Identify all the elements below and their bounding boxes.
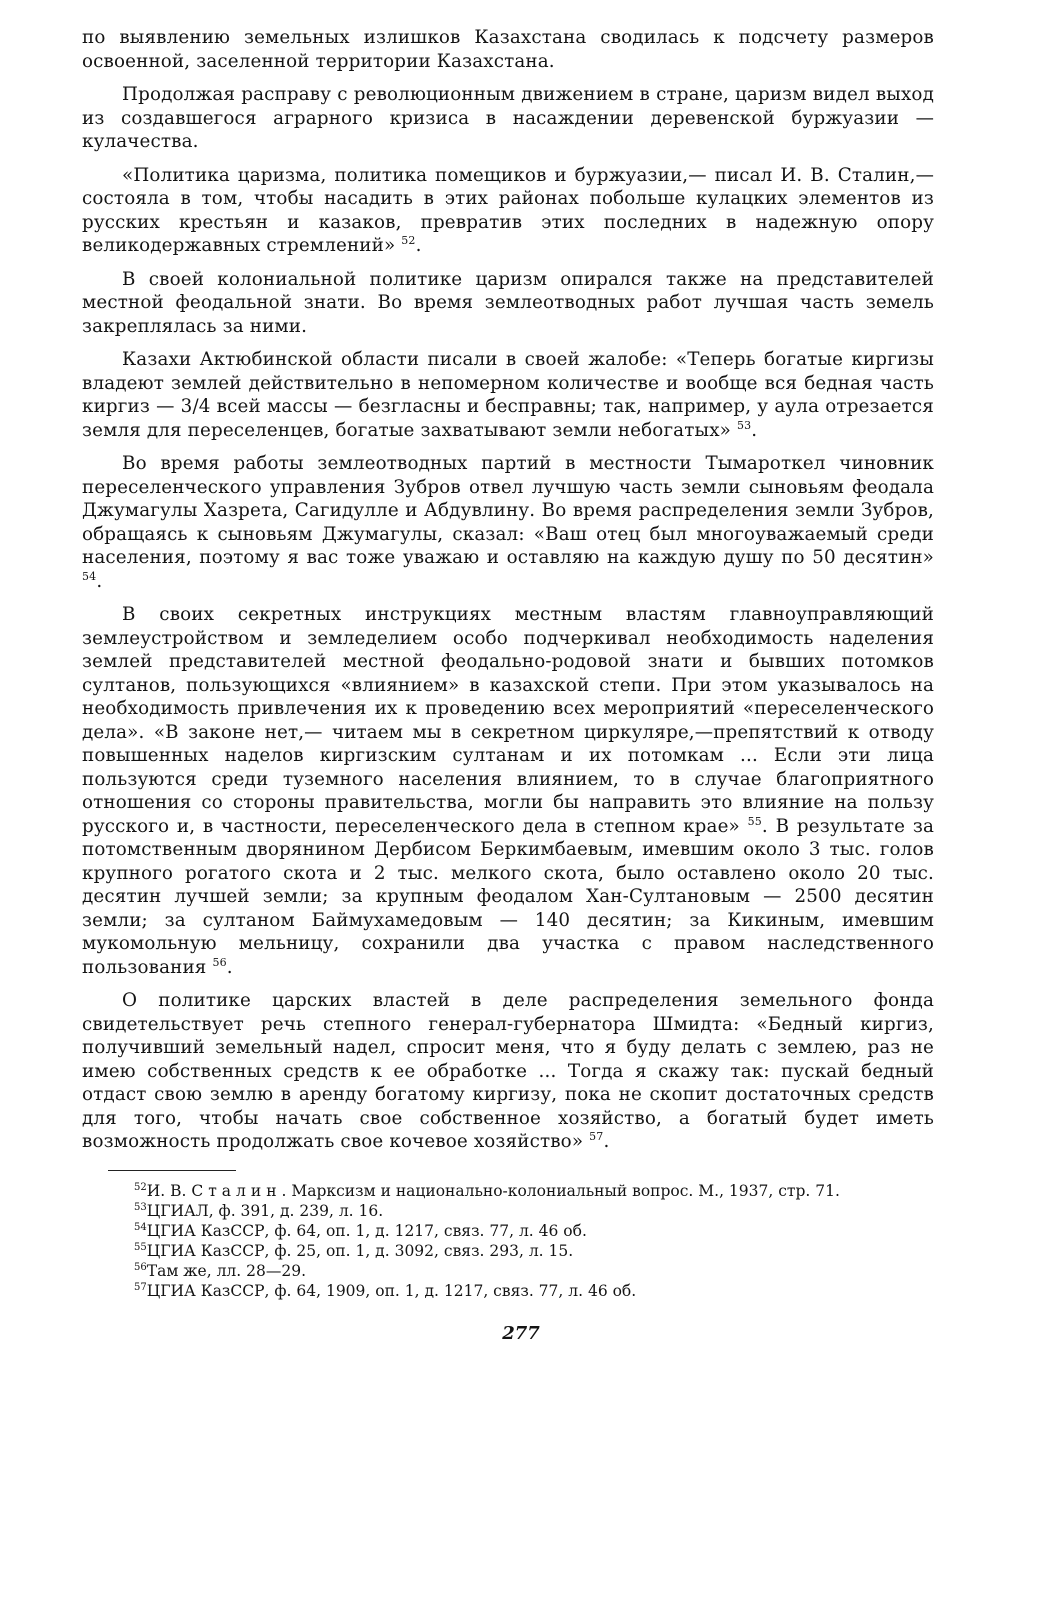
footnote <box>82 1181 934 1201</box>
footnote-divider <box>108 1170 236 1171</box>
paragraph-tail: . <box>603 1131 610 1152</box>
footnote <box>82 1201 934 1221</box>
footnote <box>82 1281 934 1301</box>
paragraph <box>82 989 934 1154</box>
footnote-text: ЦГИА КазССР, ф. 64, оп. 1, д. 1217, связ. 77, л. 46 об. <box>146 1221 587 1240</box>
footnote-number: 57 <box>134 1281 147 1293</box>
paragraph-text: В своих секретных инструкциях местным властям главноуправляющий землеустройством и земледелием особо подчеркивал необходимость наделения землей представителей местной феодально-родовой знати и бывших потомков султанов, пользующихся «влиянием» в казахской степи. При этом указывалось на необходимость привлечения их к проведению всех мероприятий «переселенческого дела». «В законе нет,— читаем мы в секретном циркуляре,—препятствий к отводу повышенных наделов киргизским султанам и их потомкам ... Если эти лица пользуются среди туземного населения влиянием, то в случае благоприятного отношения со стороны правительства, могли бы направить это влияние на пользу русского и, в частности, переселенческого дела в степном крае» <box>82 604 934 837</box>
paragraph <box>82 26 934 73</box>
footnote-text: ЦГИА КазССР, ф. 25, оп. 1, д. 3092, связ. 293, л. 15. <box>146 1241 574 1260</box>
footnote <box>82 1261 934 1281</box>
paragraph-text: В своей колониальной политике царизм опирался также на представителей местной феодальной знати. Во время землеотводных работ лучшая часть земель закреплялась за ними. <box>82 268 934 337</box>
footnote-text: И. В. <box>146 1181 192 1200</box>
footnote-number: 52 <box>134 1181 147 1193</box>
paragraph-tail: . <box>751 419 758 441</box>
paragraph-text: Продолжая расправу с революционным движением в стране, царизм видел выход из создавшегося аграрного кризиса в насаждении деревенской буржуазии — кулачества. <box>82 84 934 152</box>
paragraph <box>82 452 934 593</box>
page-number: 277 <box>502 1322 540 1344</box>
footnote-number: 56 <box>134 1261 147 1273</box>
footnote-text: . Марксизм и национально-колониальный вопрос. М., 1937, стр. 71. <box>281 1181 840 1200</box>
paragraph-text: Казахи Актюбинской области писали в своей жалобе: «Теперь богатые киргизы владеют землей действительно в непомерном количестве и вообще вся бедная часть киргиз — 3/4 всей массы — безгласны и бесправны; так, например, у аула отрезается земля для переселенцев, богатые захватывают земли небогатых» <box>82 349 934 441</box>
footnote-ref: 57 <box>589 1129 604 1143</box>
paragraph-tail: . В результате за потомственным дворянином Дербисом Беркимбаевым, имевшим около 3 тыс. голов крупного рогатого скота и 2 тыс. мелкого скота, было оставлено около 20 тыс. десятин лучшей земли; за крупным феодалом Хан-Султановым — 2500 десятин земли; за султаном Баймухамедовым — 140 десятин; за Кикиным, имевшим мукомольную мельницу, сохранили два участка с правом наследственного пользования <box>82 815 935 978</box>
footnote-ref: 56 <box>212 955 227 969</box>
footnote <box>82 1221 934 1241</box>
paragraph <box>82 268 934 339</box>
footnote-number: 54 <box>134 1221 147 1233</box>
paragraph-text: О политике царских властей в деле распределения земельного фонда свидетельствует речь степного генерал-губернатора Шмидта: «Бедный киргиз, получивший земельный надел, спросит меня, что я буду делать с землею, раз не имею собственных средств к ее обработке ... Тогда я скажу так: пускай бедный отдаст свою землю в аренду богатому киргизу, пока не скопит достаточных средств для того, чтобы начать свое собственное хозяйство, а богатый будет иметь возможность продолжать свое кочевое хозяйство» <box>82 990 934 1152</box>
main-text <box>82 26 934 1154</box>
paragraph <box>82 603 934 979</box>
footnote-text: ЦГИА КазССР, ф. 64, 1909, оп. 1, д. 1217, связ. 77, л. 46 об. <box>146 1281 637 1300</box>
footnote-ref: 53 <box>736 418 752 432</box>
footnote-ref: 52 <box>401 233 416 247</box>
footnote-ref: 54 <box>82 569 97 583</box>
paragraph-text: «Политика царизма, политика помещиков и буржуазии,— писал И. В. Сталин,— состояла в том, чтобы насадить в этих районах побольше кулацких элементов из русских крестьян и казаков, превратив этих последних в надежную опору великодержавных стремлений» <box>82 164 934 256</box>
footnote-number: 55 <box>134 1241 147 1253</box>
paragraph <box>82 348 934 442</box>
footnote-author: Сталин <box>191 1181 282 1200</box>
paragraph-tail: . <box>415 235 422 256</box>
paragraph <box>82 83 934 154</box>
footnote-text: Там же, лл. 28—29. <box>146 1261 307 1280</box>
paragraph-tail: . <box>226 956 233 978</box>
paragraph-text: Во время работы землеотводных партий в местности Тымароткел чиновник переселенческого управления Зубров отвел лучшую часть земли сыновьям феодала Джумагулы Хазрета, Сагидулле и Абдувлину. Во время распределения земли Зубров, обращаясь к сыновьям Джумагулы, сказал: «Ваш отец был многоуважаемый среди населения, поэтому я вас тоже уважаю и оставляю на каждую душу по 50 десятин» <box>82 453 934 568</box>
footnote-ref: 55 <box>747 814 762 828</box>
paragraph-tail: . <box>96 570 103 592</box>
footnotes <box>82 1181 934 1301</box>
paragraph <box>82 164 934 258</box>
footnote <box>82 1241 934 1261</box>
footnote-number: 53 <box>134 1201 147 1213</box>
footnote-text: ЦГИАЛ, ф. 391, д. 239, л. 16. <box>146 1201 384 1220</box>
paragraph-text: по выявлению земельных излишков Казахстана сводилась к подсчету размеров освоенной, заселенной территории Казахстана. <box>82 27 934 72</box>
